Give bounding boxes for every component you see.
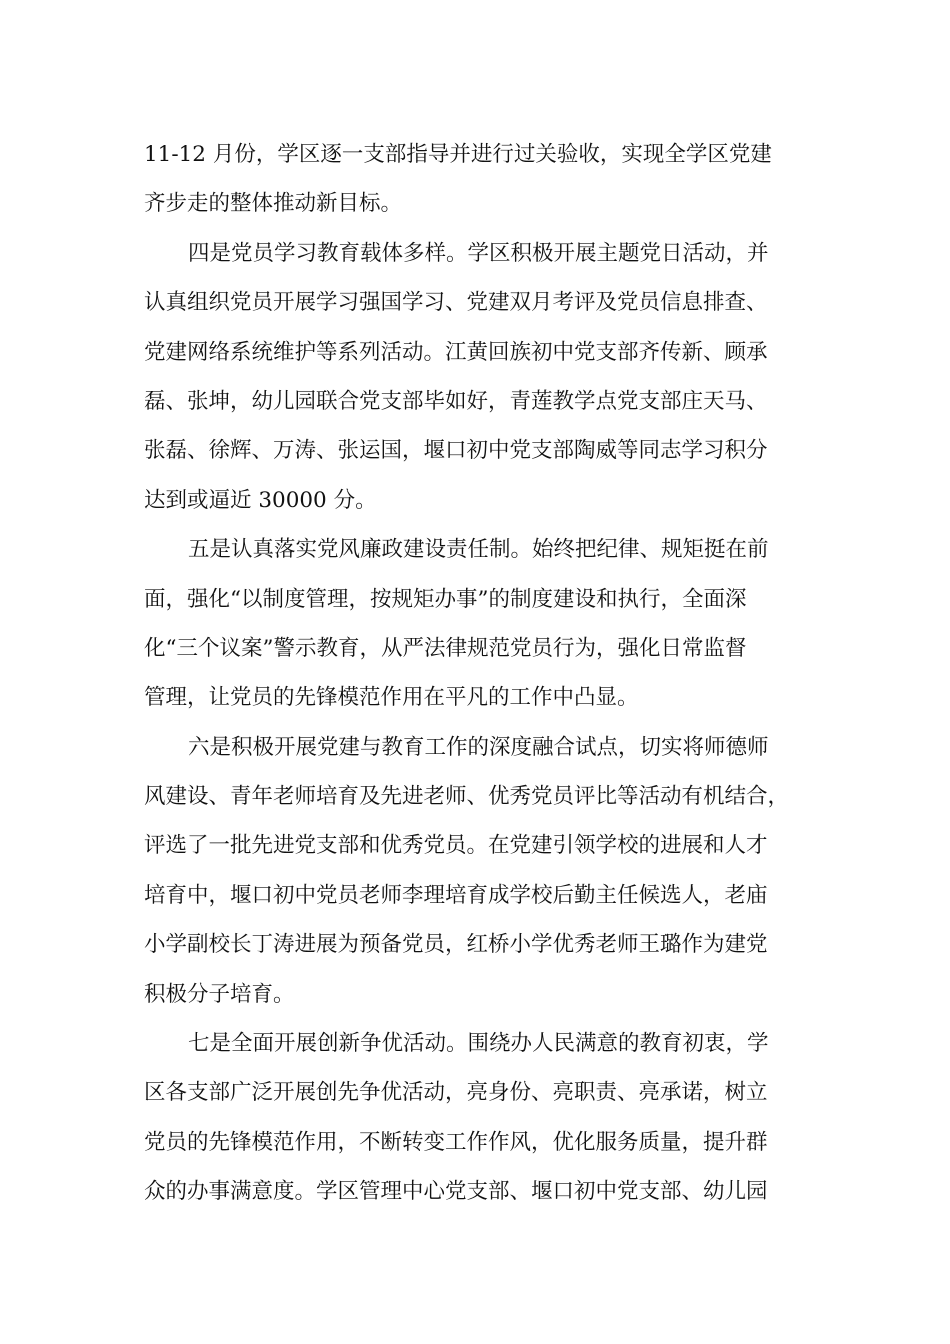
text-line: 达到或逼近 30000 分。 [144, 487, 377, 513]
text-line: 11-12 月份，学区逐一支部指导并进行过关验收，实现全学区党建 [144, 142, 772, 167]
text-line: 认真组织党员开展学习强国学习、党建双月考评及党员信息排查、 [144, 290, 768, 316]
text-line: 面，强化“以制度管理，按规矩办事”的制度建设和执行，全面深 [144, 586, 747, 612]
paragraph-4 [144, 723, 816, 1019]
text-line: 六是积极开展党建与教育工作的深度融合试点，切实将师德师 [188, 734, 769, 760]
paragraph-1 [144, 130, 816, 229]
text-line: 小学副校长丁涛进展为预备党员，红桥小学优秀老师王璐作为建党 [144, 932, 768, 958]
text-line: 党员的先锋模范作用，不断转变工作作风，优化服务质量，提升群 [144, 1129, 768, 1155]
text-line: 培育中，堰口初中党员老师李理培育成学校后勤主任候选人，老庙 [144, 882, 768, 908]
text-line: 磊、张坤，幼儿园联合党支部毕如好，青莲教学点党支部庄天马、 [144, 388, 768, 414]
text-line: 风建设、青年老师培育及先进老师、优秀党员评比等活动有机结合， [144, 784, 790, 810]
text-line: 化“三个议案”警示教育，从严法律规范党员行为，强化日常监督 [144, 635, 747, 661]
paragraph-2 [144, 229, 816, 525]
text-line: 张磊、徐辉、万涛、张运国，堰口初中党支部陶威等同志学习积分 [144, 438, 768, 464]
text-line: 管理，让党员的先锋模范作用在平凡的工作中凸显。 [144, 685, 639, 711]
text-line: 四是党员学习教育载体多样。学区积极开展主题党日活动，并 [188, 240, 769, 266]
text-line: 区各支部广泛开展创先争优活动，亮身份、亮职责、亮承诺，树立 [144, 1080, 768, 1106]
text-line: 积极分子培育。 [144, 981, 295, 1007]
paragraph-5 [144, 1019, 816, 1217]
text-line: 评选了一批先进党支部和优秀党员。在党建引领学校的进展和人才 [144, 833, 768, 859]
text-line: 齐步走的整体推动新目标。 [144, 191, 403, 217]
text-line: 五是认真落实党风廉政建设责任制。始终把纪律、规矩挺在前 [188, 537, 769, 563]
text-line: 七是全面开展创新争优活动。围绕办人民满意的教育初衷，学 [188, 1031, 769, 1057]
text-line: 众的办事满意度。学区管理中心党支部、堰口初中党支部、幼儿园 [144, 1179, 768, 1205]
text-line: 党建网络系统维护等系列活动。江黄回族初中党支部齐传新、顾承 [144, 339, 768, 365]
paragraph-3 [144, 525, 816, 723]
body-text [144, 130, 816, 1217]
